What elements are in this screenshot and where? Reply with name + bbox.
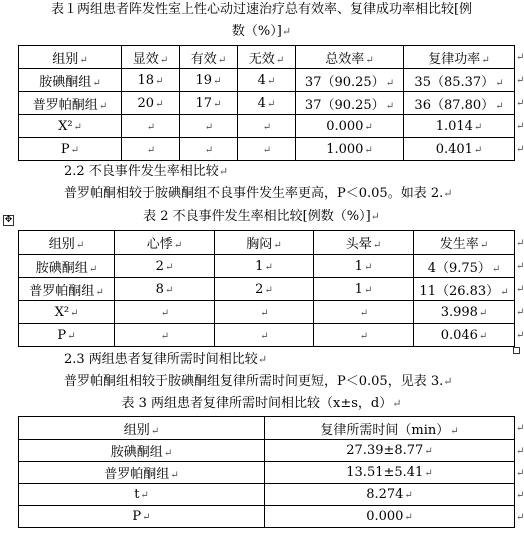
table-cell: ↵	[314, 324, 414, 347]
table3	[18, 416, 515, 528]
table-cell: ↵	[180, 115, 238, 138]
table-row	[19, 301, 515, 324]
row-end-mark: ↵	[516, 330, 524, 341]
table-cell: ↵	[115, 301, 215, 324]
table-cell: 13.51±5.41↵	[265, 462, 515, 484]
table-cell: ↵	[122, 115, 180, 138]
table-cell: 2↵	[115, 255, 215, 278]
table-cell: 35（85.37）↵	[404, 69, 515, 92]
table2-header-row	[19, 231, 515, 255]
table-move-handle-icon[interactable]: ✥	[4, 215, 13, 225]
table-cell: 1.014↵	[404, 115, 515, 138]
table-row	[19, 92, 515, 115]
row-end-mark: ↵	[516, 307, 524, 318]
table-row	[19, 115, 515, 138]
row-end-mark: ↵	[516, 446, 524, 457]
table-row	[19, 138, 515, 161]
table-cell: ↵	[314, 301, 414, 324]
table3-header-cell: 复律所需时间（min）↵	[265, 417, 515, 440]
row-end-mark: ↵	[516, 468, 524, 479]
section-2-2-text: 普罗帕酮相较于胺碘酮组不良事件发生率更高，P＜0.05。如表 2.↵	[64, 186, 453, 201]
table-cell: 17↵	[180, 92, 238, 115]
table-cell: 0.401↵	[404, 138, 515, 161]
row-end-mark: ↵	[516, 52, 524, 63]
table-cell: ↵	[215, 301, 314, 324]
table-cell: 19↵	[180, 69, 238, 92]
table2-header-cell: 头晕↵	[314, 231, 414, 255]
table2-header-cell: 心悸↵	[115, 231, 215, 255]
row-end-mark: ↵	[516, 423, 524, 434]
table1-caption-line2: 数（%）]↵	[231, 24, 292, 39]
table-cell: 37（90.25）↵	[296, 69, 404, 92]
table-cell: 胺碘酮组↵	[19, 255, 115, 278]
table2-header-cell: 发生率↵	[414, 231, 515, 255]
table-cell: 18↵	[122, 69, 180, 92]
table-cell: 3.998↵	[414, 301, 515, 324]
table-cell: 0.000↵	[296, 115, 404, 138]
table-cell: 1↵	[215, 255, 314, 278]
table3-header-row	[19, 417, 515, 440]
table-cell: 4↵	[238, 92, 296, 115]
table1-header-cell: 组别↵	[19, 46, 122, 69]
table-row	[19, 484, 515, 506]
row-end-mark: ↵	[516, 512, 524, 523]
table-cell: 8↵	[115, 278, 215, 301]
table-row	[19, 324, 515, 347]
table-resize-handle[interactable]	[513, 347, 520, 354]
table1-header-cell: 复律功率↵	[404, 46, 515, 69]
table-row	[19, 440, 515, 462]
table2	[18, 230, 515, 347]
table-cell: 普罗帕酮组↵	[19, 92, 122, 115]
table2-header-cell: 胸闷↵	[215, 231, 314, 255]
table1-header-cell: 有效↵	[180, 46, 238, 69]
table-cell: X²↵	[19, 301, 115, 324]
table-cell: 8.274↵	[265, 484, 515, 506]
row-end-mark: ↵	[516, 284, 524, 295]
table-cell: 4（9.75）↵	[414, 255, 515, 278]
table-cell: 1.000↵	[296, 138, 404, 161]
row-end-mark: ↵	[516, 144, 524, 155]
row-end-mark: ↵	[516, 490, 524, 501]
table1-header-row	[19, 46, 515, 69]
table-cell: 27.39±8.77↵	[265, 440, 515, 462]
row-end-mark: ↵	[516, 121, 524, 132]
row-end-mark: ↵	[516, 75, 524, 86]
table2-header-cell: 组别↵	[19, 231, 115, 255]
table-cell: P↵	[19, 138, 122, 161]
table-cell: ↵	[122, 138, 180, 161]
table3-header-cell: 组别↵	[19, 417, 265, 440]
row-end-mark: ↵	[516, 98, 524, 109]
table2-caption: 表 2 不良事件发生率相比较[例数（%）]↵	[143, 209, 380, 224]
table-row	[19, 462, 515, 484]
table-cell: 普罗帕酮组↵	[19, 462, 265, 484]
table-cell: 36（87.80）↵	[404, 92, 515, 115]
table-cell: ↵	[238, 138, 296, 161]
row-end-mark: ↵	[516, 238, 524, 249]
table-cell: ↵	[180, 138, 238, 161]
table-cell: 0.046↵	[414, 324, 515, 347]
table-cell: 1↵	[314, 278, 414, 301]
table-cell: ↵	[215, 324, 314, 347]
table-cell: 37（90.25）↵	[296, 92, 404, 115]
table-cell: 1↵	[314, 255, 414, 278]
table-cell: X²↵	[19, 115, 122, 138]
table-row	[19, 506, 515, 528]
table-cell: t↵	[19, 484, 265, 506]
table-cell: 4↵	[238, 69, 296, 92]
table-cell: P↵	[19, 324, 115, 347]
table-cell: 2↵	[215, 278, 314, 301]
row-end-mark: ↵	[516, 261, 524, 272]
section-2-3-heading: 2.3 两组患者复律所需时间相比较↵	[64, 352, 268, 367]
table-cell: 胺碘酮组↵	[19, 440, 265, 462]
table-row	[19, 278, 515, 301]
table-cell: ↵	[238, 115, 296, 138]
table-row	[19, 69, 515, 92]
table1-header-cell: 总效率↵	[296, 46, 404, 69]
table1-header-cell: 无效↵	[238, 46, 296, 69]
table1	[18, 45, 515, 161]
section-2-2-heading: 2.2 不良事件发生率相比较↵	[64, 164, 229, 179]
table-cell: 11（26.83）↵	[414, 278, 515, 301]
table1-header-cell: 显效↵	[122, 46, 180, 69]
table-cell: 20↵	[122, 92, 180, 115]
table-cell: 普罗帕酮组↵	[19, 278, 115, 301]
table-cell: 0.000↵	[265, 506, 515, 528]
table-cell: ↵	[115, 324, 215, 347]
table3-caption: 表 3 两组患者复律所需时间相比较（x±s，d）↵	[121, 396, 402, 411]
section-2-3-text: 普罗帕酮组相较于胺碘酮组复律所需时间更短，P＜0.05，见表 3.↵	[64, 374, 453, 389]
table1-caption-line1: 表１两组患者阵发性室上性心动过速治疗总有效率、复律成功率相比较[例	[50, 2, 473, 17]
table-row	[19, 255, 515, 278]
table-cell: P↵	[19, 506, 265, 528]
table-cell: 胺碘酮组↵	[19, 69, 122, 92]
